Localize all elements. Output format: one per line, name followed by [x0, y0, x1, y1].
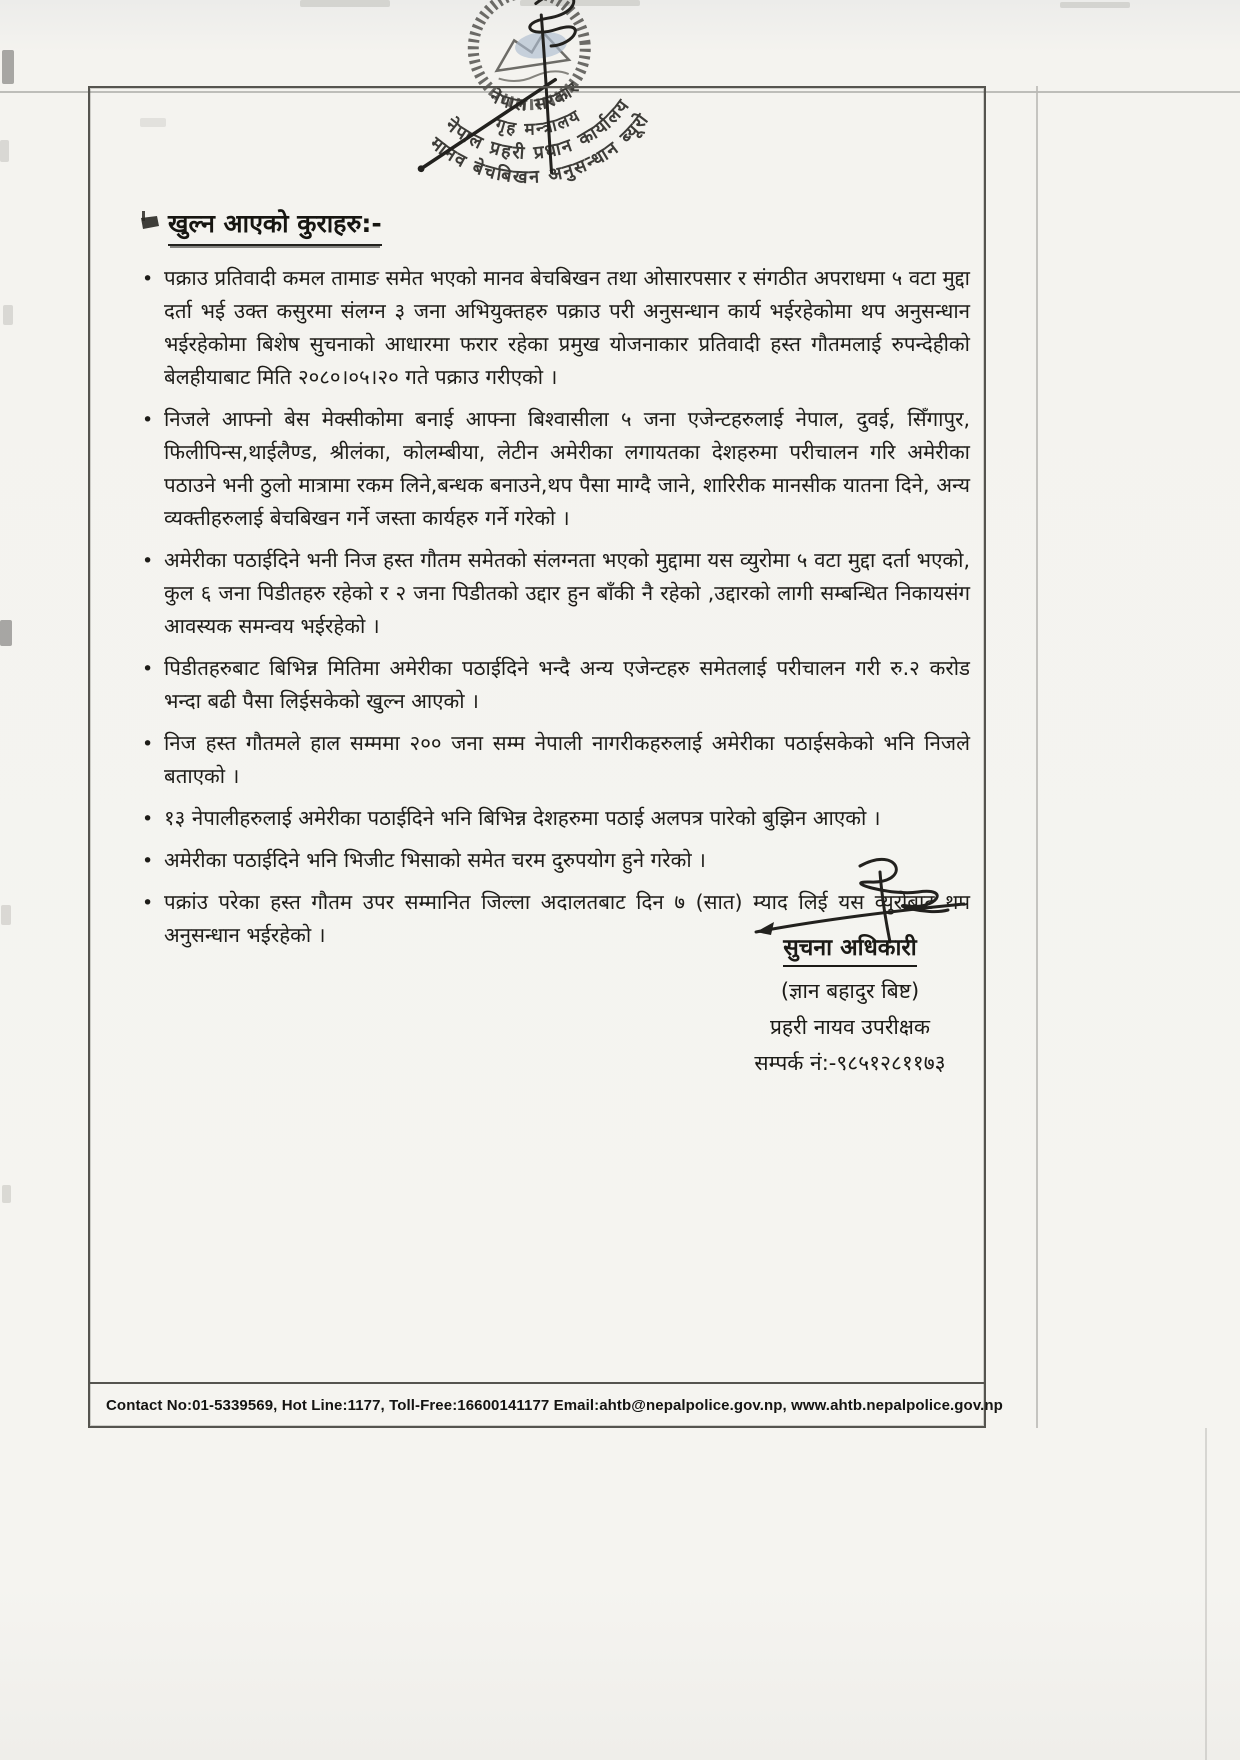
list-item: • निजले आफ्नो बेस मेक्सीकोमा बनाई आफ्ना बिश्वासीला ५ जना एजेन्टहरुलाई नेपाल, दुवई, सिँगापुर, फिलीपिन्स,थाईलैण्ड, श्रीलंका, कोलम्बीया, लेटीन अमेरीका लगायतका देशहरुमा परीचालन गरि अमेरीका पठाउने भनी ठुलो मात्रामा रकम लिने,बन्धक बनाउने,थप पैसा माग्दै जाने, शारिरीक मानसीक यातना दिने, अन्य व्यक्तीहरुलाई बेचबिखन गर्ने जस्ता कार्यहरु गर्ने गरेको । [140, 403, 970, 535]
document-border-frame [88, 86, 1003, 1428]
scan-smudge [1, 905, 11, 925]
heading-row [140, 206, 970, 246]
scan-artifact-line [1205, 1428, 1207, 1760]
scan-smudge [1060, 2, 1130, 8]
scan-smudge [2, 1185, 11, 1203]
signature-name: (ज्ञान बहादुर बिष्ट) [780, 979, 920, 1003]
seal-signature-scribble [526, 0, 579, 48]
seal-text-ministry: गृह मन्त्रालय [493, 105, 585, 140]
seal-shading [514, 29, 569, 61]
list-item: • निज हस्त गौतमले हाल सम्ममा २०० जना सम्म नेपाली नागरीकहरुलाई अमेरीका पठाईसकेको भनि निजले बताएको । [140, 727, 970, 793]
signature-contact: सम्पर्क नं:-९८५१२८११७३ [754, 1051, 946, 1075]
scan-smudge [520, 0, 640, 6]
list-item: • पिडीतहरुबाट बिभिन्न मितिमा अमेरीका पठाईदिने भन्दै अन्य एजेन्टहरु समेतलाई परीचालन गरी रु.२ करोड भन्दा बढी पैसा लिईसकेको खुल्न आएको । [140, 652, 970, 718]
scan-smudge [2, 50, 14, 84]
page-title: खुल्न आएको कुराहरु:- [168, 206, 382, 246]
list-item: • १३ नेपालीहरुलाई अमेरीका पठाईदिने भनि बिभिन्न देशहरुमा पठाई अलपत्र पारेको बुझिन आएको । [140, 802, 970, 835]
seal-hill-lines [499, 70, 569, 84]
list-item: • अमेरीका पठाईदिने भनी निज हस्त गौतम समेतको संलग्नता भएको मुद्दामा यस व्युरोमा ५ वटा मुद्दा दर्ता भएको, कुल ६ जना पिडीतहरु रहेको र २ जना पिडीतको उद्दार हुन बाँकी नै रहेको ,उद्दारको लागी सम्बन्धित निकायसंग आवस्यक समन्वय भईरहेको । [140, 544, 970, 643]
scan-artifact-line [1036, 86, 1038, 1428]
list-item: • पक्राउ प्रतिवादी कमल तामाङ समेत भएको मानव बेचबिखन तथा ओसारपसार र संगठीत अपराधमा ५ वटा मुद्दा दर्ता भई उक्त कसुरमा संलग्न ३ जना अभियुक्तहरु पक्राउ परी अनुसन्धान कार्य भईरहेकोमा थप अनुसन्धान भईरहेकोमा बिशेष सुचनाको आधारमा फरार रहेका प्रमुख योजनाकार प्रतिवादी हस्त गौतमलाई रुपन्देहीको बेलहीयाबाट मिति २०८०।०५।२० गते पक्राउ गरीएको । [140, 262, 970, 394]
signature-rank: प्रहरी नायव उपरीक्षक [769, 1015, 931, 1039]
flag-mark-icon [140, 210, 160, 236]
seal-mountain-icon [493, 30, 569, 71]
footer-contact-text: Contact No:01-5339569, Hot Line:1177, Toll-Free:16600141177 Email:ahtb@nepalpolice.gov.np, www.ahtb.nepalpolice.gov.np [106, 1396, 1003, 1414]
scan-smudge [300, 0, 390, 7]
scan-smudge [3, 305, 13, 325]
footer-strip [90, 1382, 1003, 1426]
list-item: • अमेरीका पठाईदिने भनि भिजीट भिसाको समेत चरम दुरुपयोग हुने गरेको । [140, 844, 970, 877]
seal-text-police-hq: नेपाल प्रहरी प्रधान कार्यालय [441, 94, 635, 164]
seal-text-bureau: मानव बेचबिखन अनुसन्धान ब्यूरो [426, 108, 654, 188]
signature-block [700, 852, 1000, 1077]
list-item: • पक्रांउ परेका हस्त गौतम उपर सम्मानित जिल्ला अदालतबाट दिन ७ (सात) म्याद लिई यस व्युरोबाट थप अनुसन्धान भईरहेको । [140, 886, 970, 952]
findings-list [140, 262, 970, 952]
seal-text-govt: नेपाल सरकार [486, 77, 585, 116]
scan-smudge [0, 620, 12, 646]
document-body [140, 206, 970, 961]
signature-title: सुचना अधिकारी [783, 930, 917, 967]
scan-smudge [0, 140, 9, 162]
